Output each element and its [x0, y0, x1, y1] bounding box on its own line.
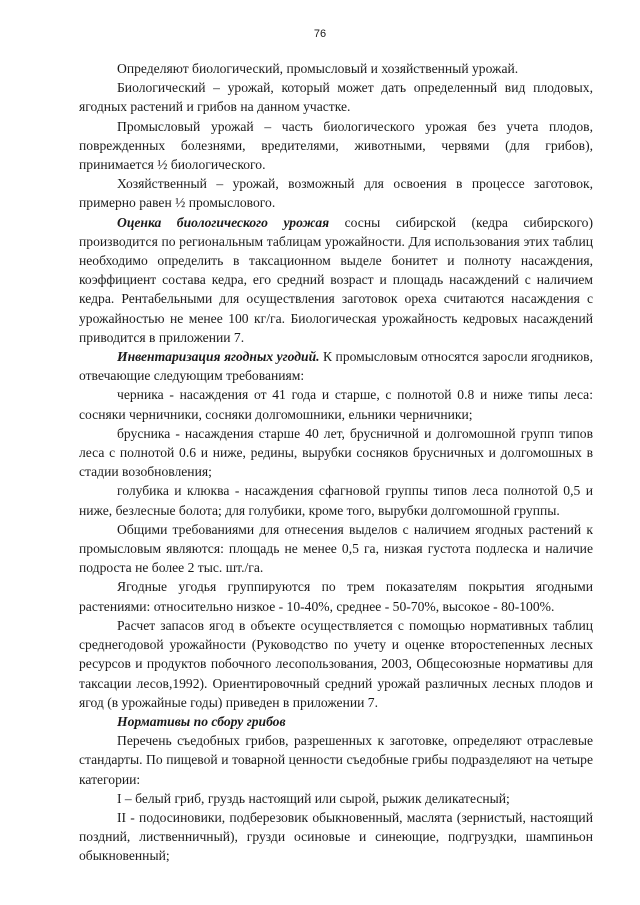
paragraph: Расчет запасов ягод в объекте осуществляется с помощью нормативных таблиц среднегодовой урожайности (Руководство по учету и оценке второстепенных лесных ресурсов и продуктов побочного лесопользования, 2003, Общесоюзные нормативы для таксации лесов,1992). Ориентировочный средний урожай различных лесных плодов и ягод (в урожайные годы) приведен в приложении 7. [79, 617, 593, 710]
paragraph: Ягодные угодья группируются по трем показателям покрытия ягодными растениями: относительно низкое - 10-40%, среднее - 50-70%, высокое - 80-100%. [79, 579, 593, 614]
inline-heading: Инвентаризация ягодных угодий. [117, 349, 320, 365]
list-item-blueberry: черника - насаждения от 41 года и старше, с полнотой 0.8 и ниже типы леса: сосняки черничники, сосняки долгомошники, ельники черничники; [79, 387, 593, 422]
paragraph-text: К промысловым относятся заросли ягодников, отвечающие следующим требованиям: [79, 349, 593, 384]
list-item-category-2: II - подосиновики, подберезовик обыкновенный, маслята (зернистый, настоящий поздний, лиственничный), грузди осиновые и синеющие, подгруздки, шампиньон обыкновенный; [79, 809, 593, 864]
paragraph: Общими требованиями для отнесения выделов с наличием ягодных растений к промысловым являются: площадь не менее 0,5 га, низкая густота подлеска и наличие подроста не более 2 тыс. шт./га. [79, 521, 593, 576]
paragraph: Биологический – урожай, который может дать определенный вид плодовых, ягодных растений и грибов на данном участке. [79, 80, 593, 115]
list-item-category-1: I – белый гриб, груздь настоящий или сырой, рыжик деликатесный; [117, 790, 510, 806]
list-item-bog-bilberry-cranberry: голубика и клюква - насаждения сфагновой группы типов леса полнотой 0,5 и ниже, безлесные болота; для голубики, кроме того, вырубки долгомошной группы. [79, 483, 593, 518]
paragraph: Определяют биологический, промысловый и хозяйственный урожай. [117, 61, 519, 76]
paragraph-biological-yield [79, 213, 593, 347]
paragraph: Перечень съедобных грибов, разрешенных к заготовке, определяют отраслевые стандарты. По пищевой и товарной ценности съедобные грибы подразделяют на четыре категории: [79, 733, 593, 787]
section-heading-mushrooms: Нормативы по сбору грибов [117, 713, 286, 729]
paragraph-text: сосны сибирской (кедра сибирского) производится по региональным таблицам урожайности. Для использования этих таблиц необходимо определить в таксационном выделе бонитет и полноту насаждения, коэффициент состава кедра, его средний возраст и площадь насаждений с наличием кедра. Рентабельными для осуществления заготовок ореха считаются насаждения с урожайностью не менее 100 кг/га. Биологическая урожайность кедровых насаждений приводится в приложении 7. [79, 214, 594, 345]
paragraph: Хозяйственный – урожай, возможный для освоения в процессе заготовок, примерно равен ½ промыслового. [79, 176, 593, 211]
paragraph-berry-inventory [79, 347, 593, 385]
inline-heading: Оценка биологического урожая [117, 214, 330, 230]
document-body [79, 59, 593, 866]
page-number: 76 [313, 28, 327, 40]
list-item-lingonberry: брусника - насаждения старше 40 лет, брусничной и долгомошной групп типов леса с полнотой 0.6 и ниже, редины, вырубки сосняков брусничных и долгомошных в стадии возобновления; [79, 425, 593, 480]
paragraph: Промысловый урожай – часть биологического урожая без учета плодов, поврежденных болезнями, вредителями, животными, червями (для грибов), принимается ½ биологического. [79, 118, 593, 173]
